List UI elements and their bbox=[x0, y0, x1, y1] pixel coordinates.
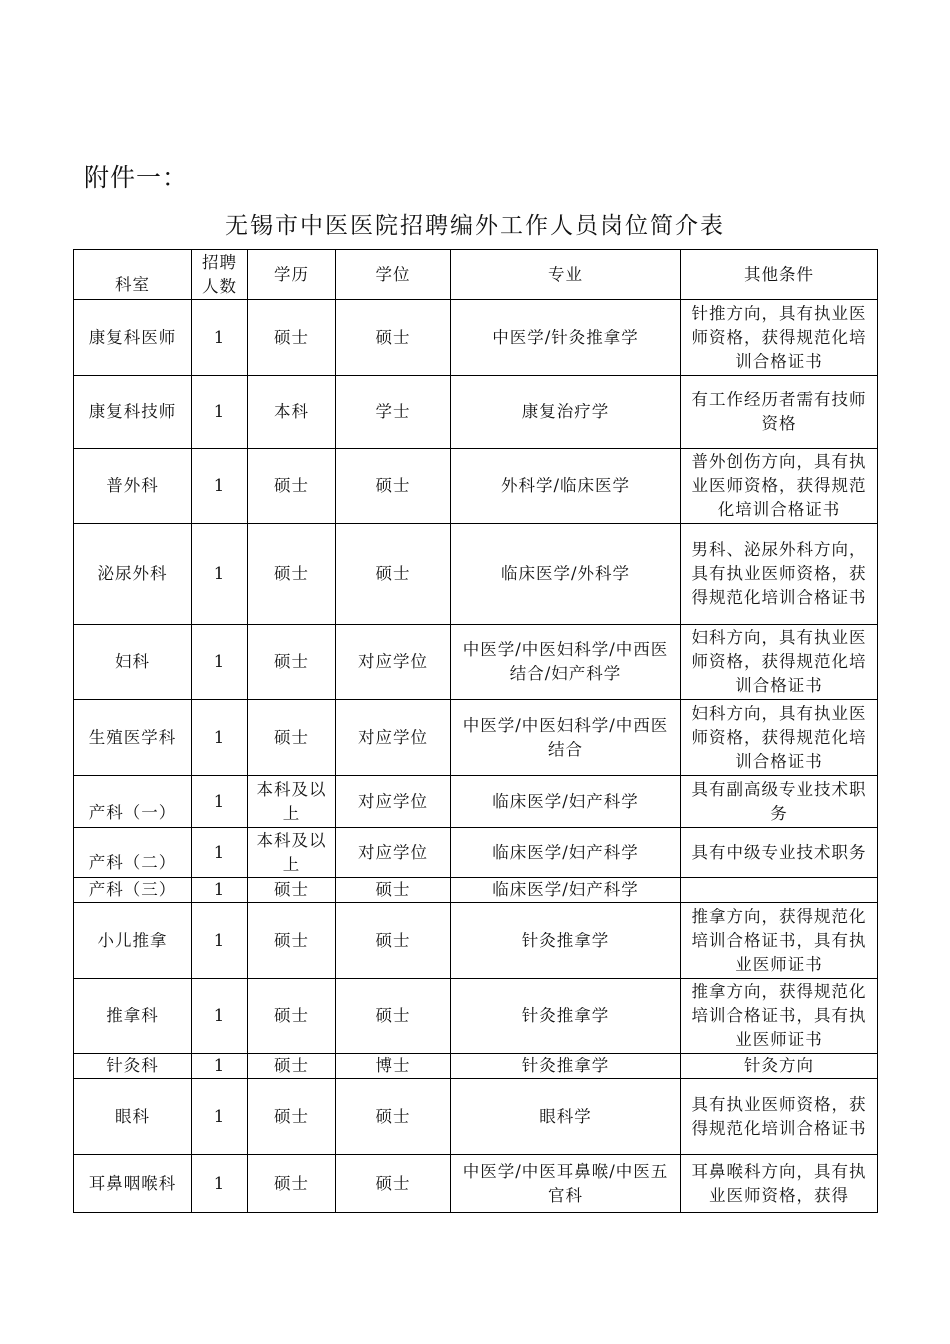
cell-dept: 妇科 bbox=[74, 625, 192, 700]
cell-education: 硕士 bbox=[248, 625, 336, 700]
cell-degree: 硕士 bbox=[336, 524, 451, 625]
cell-major: 针灸推拿学 bbox=[451, 1054, 681, 1079]
header-conditions: 其他条件 bbox=[681, 250, 878, 300]
attachment-label: 附件一： bbox=[84, 163, 189, 192]
cell-count: 1 bbox=[192, 1079, 248, 1155]
cell-degree: 硕士 bbox=[336, 449, 451, 524]
table-row bbox=[74, 376, 878, 449]
cell-major: 临床医学/妇产科学 bbox=[451, 776, 681, 828]
cell-conditions: 具有中级专业技术职务 bbox=[681, 828, 878, 878]
cell-education: 本科及以上 bbox=[248, 776, 336, 828]
cell-count: 1 bbox=[192, 878, 248, 903]
cell-degree: 对应学位 bbox=[336, 625, 451, 700]
cell-count: 1 bbox=[192, 828, 248, 878]
cell-degree: 硕士 bbox=[336, 903, 451, 979]
cell-conditions: 具有执业医师资格，获得规范化培训合格证书 bbox=[681, 1079, 878, 1155]
cell-education: 硕士 bbox=[248, 524, 336, 625]
cell-dept: 针灸科 bbox=[74, 1054, 192, 1079]
table-header-row bbox=[74, 250, 878, 300]
cell-degree: 对应学位 bbox=[336, 700, 451, 776]
cell-degree: 硕士 bbox=[336, 878, 451, 903]
header-dept: 科室 bbox=[74, 250, 192, 300]
cell-conditions: 针灸方向 bbox=[681, 1054, 878, 1079]
cell-count: 1 bbox=[192, 1054, 248, 1079]
cell-major: 临床医学/外科学 bbox=[451, 524, 681, 625]
cell-education: 硕士 bbox=[248, 1079, 336, 1155]
cell-count: 1 bbox=[192, 776, 248, 828]
cell-degree: 对应学位 bbox=[336, 828, 451, 878]
header-degree: 学位 bbox=[336, 250, 451, 300]
cell-degree: 博士 bbox=[336, 1054, 451, 1079]
cell-count: 1 bbox=[192, 300, 248, 376]
cell-conditions: 耳鼻喉科方向，具有执业医师资格，获得 bbox=[681, 1155, 878, 1213]
cell-count: 1 bbox=[192, 979, 248, 1054]
cell-education: 硕士 bbox=[248, 700, 336, 776]
cell-dept: 产科（一） bbox=[74, 776, 192, 828]
table-row bbox=[74, 776, 878, 828]
cell-education: 本科及以上 bbox=[248, 828, 336, 878]
table-row bbox=[74, 300, 878, 376]
cell-education: 硕士 bbox=[248, 449, 336, 524]
cell-dept: 小儿推拿 bbox=[74, 903, 192, 979]
cell-dept: 康复科技师 bbox=[74, 376, 192, 449]
cell-dept: 泌尿外科 bbox=[74, 524, 192, 625]
table-row bbox=[74, 449, 878, 524]
cell-dept: 普外科 bbox=[74, 449, 192, 524]
cell-dept: 耳鼻咽喉科 bbox=[74, 1155, 192, 1213]
job-table bbox=[73, 249, 878, 1213]
cell-major: 中医学/中医耳鼻喉/中医五官科 bbox=[451, 1155, 681, 1213]
cell-conditions: 具有副高级专业技术职务 bbox=[681, 776, 878, 828]
header-major: 专业 bbox=[451, 250, 681, 300]
table-row bbox=[74, 1054, 878, 1079]
cell-count: 1 bbox=[192, 449, 248, 524]
cell-conditions: 有工作经历者需有技师资格 bbox=[681, 376, 878, 449]
cell-degree: 学士 bbox=[336, 376, 451, 449]
cell-dept: 推拿科 bbox=[74, 979, 192, 1054]
table-row bbox=[74, 903, 878, 979]
table-row bbox=[74, 1155, 878, 1213]
cell-count: 1 bbox=[192, 625, 248, 700]
cell-major: 临床医学/妇产科学 bbox=[451, 828, 681, 878]
cell-degree: 对应学位 bbox=[336, 776, 451, 828]
cell-major: 康复治疗学 bbox=[451, 376, 681, 449]
cell-degree: 硕士 bbox=[336, 300, 451, 376]
table-row bbox=[74, 700, 878, 776]
cell-count: 1 bbox=[192, 376, 248, 449]
table-row bbox=[74, 878, 878, 903]
cell-dept: 生殖医学科 bbox=[74, 700, 192, 776]
cell-degree: 硕士 bbox=[336, 979, 451, 1054]
cell-conditions: 普外创伤方向，具有执业医师资格，获得规范化培训合格证书 bbox=[681, 449, 878, 524]
cell-conditions bbox=[681, 878, 878, 903]
cell-conditions: 妇科方向，具有执业医师资格，获得规范化培训合格证书 bbox=[681, 700, 878, 776]
cell-major: 针灸推拿学 bbox=[451, 979, 681, 1054]
table-row bbox=[74, 979, 878, 1054]
cell-major: 针灸推拿学 bbox=[451, 903, 681, 979]
cell-education: 硕士 bbox=[248, 979, 336, 1054]
header-education: 学历 bbox=[248, 250, 336, 300]
cell-count: 1 bbox=[192, 524, 248, 625]
table-row bbox=[74, 524, 878, 625]
cell-count: 1 bbox=[192, 1155, 248, 1213]
cell-dept: 眼科 bbox=[74, 1079, 192, 1155]
cell-conditions: 推拿方向，获得规范化培训合格证书，具有执业医师证书 bbox=[681, 979, 878, 1054]
table-row bbox=[74, 828, 878, 878]
cell-major: 眼科学 bbox=[451, 1079, 681, 1155]
cell-education: 硕士 bbox=[248, 1054, 336, 1079]
cell-conditions: 针推方向，具有执业医师资格，获得规范化培训合格证书 bbox=[681, 300, 878, 376]
cell-education: 本科 bbox=[248, 376, 336, 449]
cell-degree: 硕士 bbox=[336, 1155, 451, 1213]
cell-major: 中医学/中医妇科学/中西医结合 bbox=[451, 700, 681, 776]
cell-major: 中医学/中医妇科学/中西医结合/妇产科学 bbox=[451, 625, 681, 700]
cell-dept: 产科（三） bbox=[74, 878, 192, 903]
cell-education: 硕士 bbox=[248, 878, 336, 903]
cell-count: 1 bbox=[192, 903, 248, 979]
cell-education: 硕士 bbox=[248, 1155, 336, 1213]
cell-major: 外科学/临床医学 bbox=[451, 449, 681, 524]
cell-major: 临床医学/妇产科学 bbox=[451, 878, 681, 903]
cell-conditions: 男科、泌尿外科方向，具有执业医师资格，获得规范化培训合格证书 bbox=[681, 524, 878, 625]
cell-education: 硕士 bbox=[248, 300, 336, 376]
cell-dept: 产科（二） bbox=[74, 828, 192, 878]
document-title: 无锡市中医医院招聘编外工作人员岗位简介表 bbox=[225, 213, 725, 239]
header-count: 招聘人数 bbox=[192, 250, 248, 300]
cell-count: 1 bbox=[192, 700, 248, 776]
cell-major: 中医学/针灸推拿学 bbox=[451, 300, 681, 376]
cell-dept: 康复科医师 bbox=[74, 300, 192, 376]
cell-conditions: 妇科方向，具有执业医师资格，获得规范化培训合格证书 bbox=[681, 625, 878, 700]
table-row bbox=[74, 625, 878, 700]
table-row bbox=[74, 1079, 878, 1155]
cell-education: 硕士 bbox=[248, 903, 336, 979]
cell-degree: 硕士 bbox=[336, 1079, 451, 1155]
cell-conditions: 推拿方向，获得规范化培训合格证书，具有执业医师证书 bbox=[681, 903, 878, 979]
